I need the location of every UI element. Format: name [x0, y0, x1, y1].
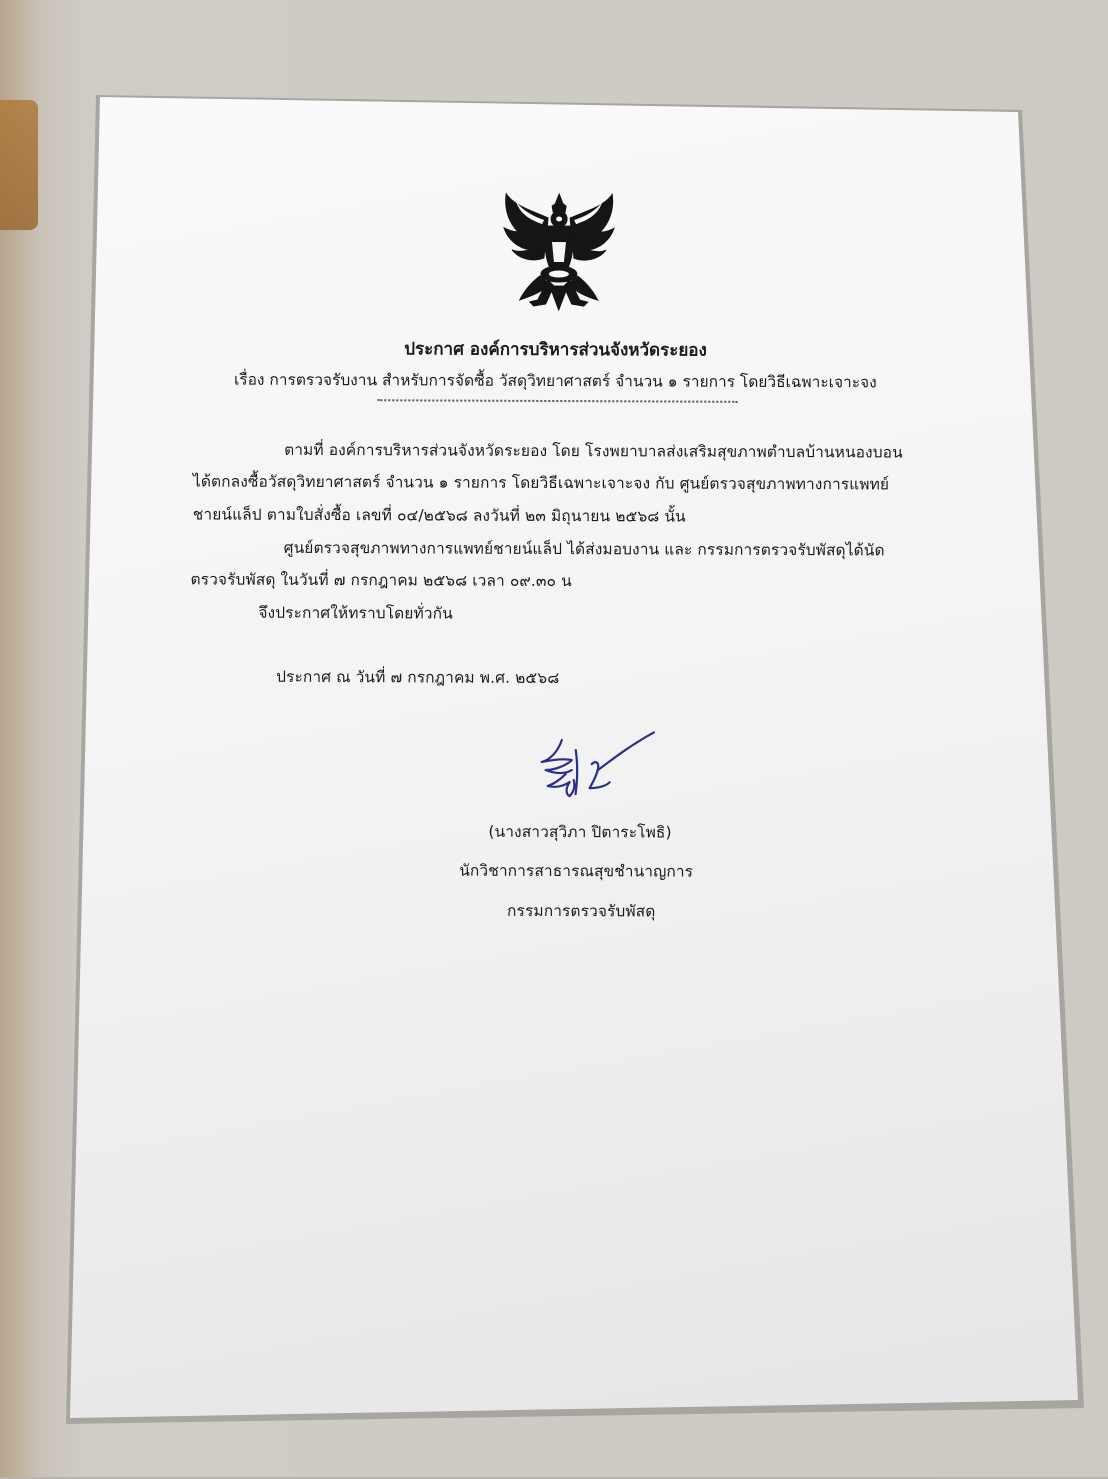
body-paragraph-1-line-3: ชายน์แล็ป ตามใบสั่งซื้อ เลขที่ ๐๔/๒๕๖๘ ลงวันที่ ๒๓ มิถุนายน ๒๕๖๘ นั้น — [192, 505, 686, 526]
signatory-position: นักวิชาการสาธารณสุขชำนาญการ — [459, 861, 694, 881]
body-paragraph-3: จึงประกาศให้ทราบโดยทั่วกัน — [258, 603, 453, 623]
announcement-subject: เรื่อง การตรวจรับงาน สำหรับการจัดซื้อ วัสดุวิทยาศาสตร์ จำนวน ๑ รายการ โดยวิธีเฉพาะเจาะจง — [233, 370, 877, 392]
signatory-name: (นางสาวสุวิภา ปิตาระโพธิ) — [488, 822, 672, 842]
handwritten-signature — [532, 730, 662, 806]
body-paragraph-2-line-2: ตรวจรับพัสดุ ในวันที่ ๗ กรกฎาคม ๒๕๖๘ เวลา ๐๙.๓๐ น — [190, 570, 572, 591]
garuda-emblem-icon — [500, 188, 619, 317]
body-paragraph-2-line-1: ศูนย์ตรวจสุขภาพทางการแพทย์ชายน์แล็ป ได้ส่งมอบงาน และ กรรมการตรวจรับพัสดุได้นัด — [283, 538, 885, 560]
announcement-title: ประกาศ องค์การบริหารส่วนจังหวัดระยอง — [404, 339, 707, 361]
body-paragraph-1-line-1: ตามที่ องค์การบริหารส่วนจังหวัดระยอง โดย โรงพยาบาลส่งเสริมสุขภาพตำบลบ้านหนองบอน — [284, 440, 903, 462]
announcement-date-line: ประกาศ ณ วันที่ ๗ กรกฎาคม พ.ศ. ๒๕๖๘ — [276, 667, 560, 688]
signatory-role: กรรมการตรวจรับพัสดุ — [507, 901, 656, 921]
body-paragraph-1-line-2: ได้ตกลงซื้อวัสดุวิทยาศาสตร์ จำนวน ๑ รายการ โดยวิธีเฉพาะเจาะจง กับ ศูนย์ตรวจสุขภาพทางการแพทย์ — [192, 472, 890, 494]
separator-dotted-line — [377, 399, 737, 403]
